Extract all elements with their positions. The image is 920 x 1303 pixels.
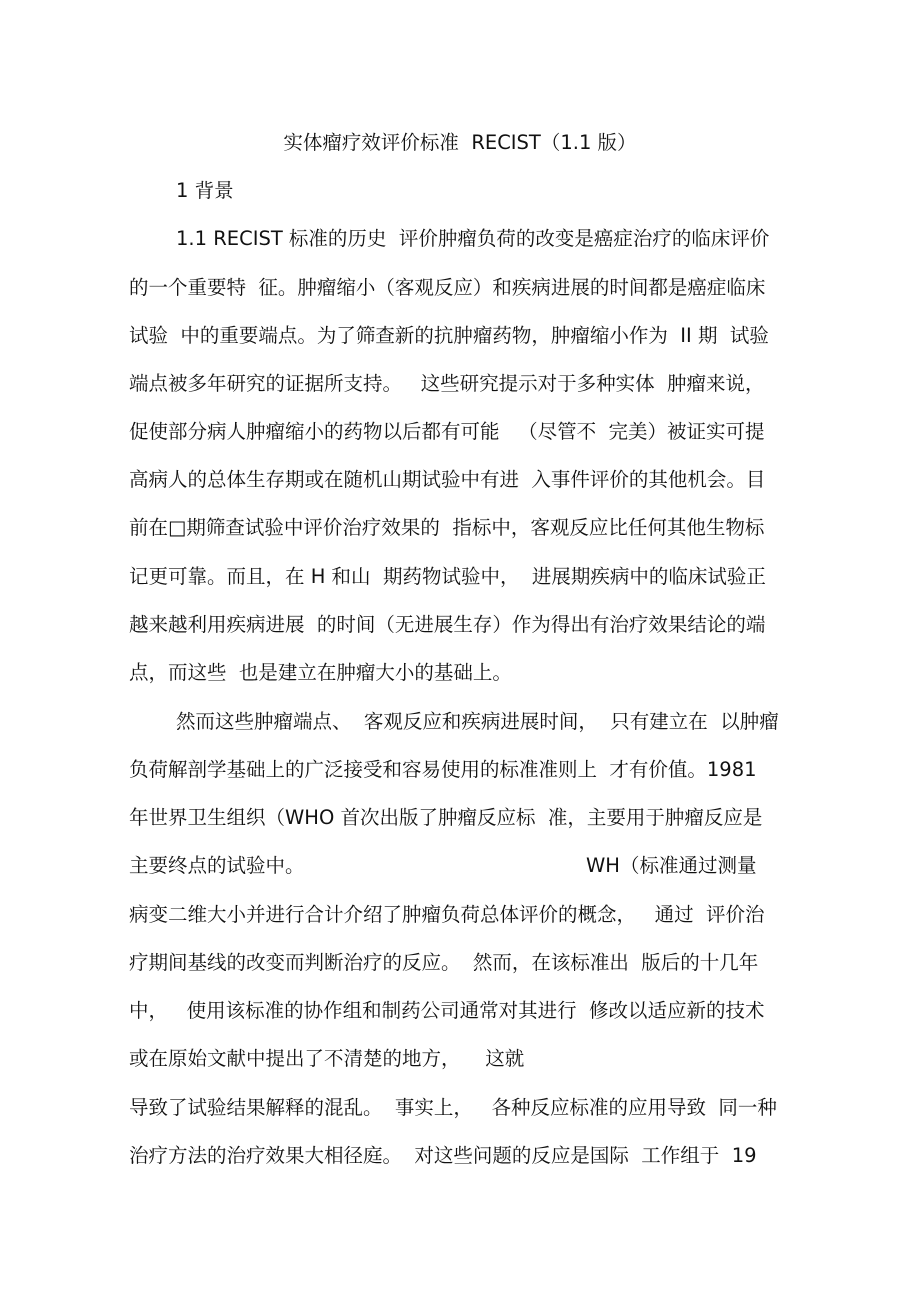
paragraph-line: 的一个重要特 征。肿瘤缩小（客观反应）和疾病进展的时间都是癌症临床 [129,276,766,299]
paragraph-line: 导致了试验结果解释的混乱。 事实上， 各种反应标准的应用导致 同一种 [129,1096,777,1119]
paragraph-line: 主要终点的试验中。 [129,854,305,877]
paragraph-line: 点，而这些 也是建立在肿瘤大小的基础上。 [129,661,512,684]
paragraph-line: 或在原始文献中提出了不清楚的地方， 这就 [129,1047,525,1070]
paragraph-line: WH（标准通过测量 [586,854,757,877]
paragraph-line: 记更可靠。而且，在 H 和山 期药物试验中， 进展期疾病中的临床试验正 [129,565,766,588]
paragraph-line: 病变二维大小并进行合计介绍了肿瘤负荷总体评价的概念， 通过 评价治 [129,903,765,926]
paragraph-line: 负荷解剖学基础上的广泛接受和容易使用的标准准则上 才有价值。1981 [129,758,757,781]
paragraph-line: 高病人的总体生存期或在随机山期试验中有进 入事件评价的其他机会。目 [129,468,766,491]
document-title: 实体瘤疗效评价标准 RECIST（1.1 版） [283,131,637,154]
paragraph-line: 越来越利用疾病进展 的时间（无进展生存）作为得出有治疗效果结论的端 [129,613,766,636]
paragraph-line: 年世界卫生组织（WHO 首次出版了肿瘤反应标 准，主要用于肿瘤反应是 [129,806,763,829]
paragraph-line: 前在□期筛查试验中评价治疗效果的 指标中，客观反应比任何其他生物标 [129,516,765,539]
paragraph-line: 中， 使用该标准的协作组和制药公司通常对其进行 修改以适应新的技术 [129,999,765,1022]
paragraph-line: 端点被多年研究的证据所支持。 这些研究提示对于多种实体 肿瘤来说， [129,372,765,395]
paragraph-line: 疗期间基线的改变而判断治疗的反应。 然而，在该标准出 版后的十几年 [129,951,759,974]
paragraph-line: 治疗方法的治疗效果大相径庭。 对这些问题的反应是国际 工作组于 19 [129,1144,757,1167]
paragraph-line: 然而这些肿瘤端点、 客观反应和疾病进展时间， 只有建立在 以肿瘤 [176,710,779,733]
paragraph-line: 促使部分病人肿瘤缩小的药物以后都有可能 （尽管不 完美）被证实可提 [129,420,765,443]
paragraph-line: 1.1 RECIST 标准的历史 评价肿瘤负荷的改变是癌症治疗的临床评价 [176,227,770,250]
section-heading: 1 背景 [176,179,234,202]
paragraph-line: 试验 中的重要端点。为了筛查新的抗肿瘤药物，肿瘤缩小作为 II 期 试验 [129,324,769,347]
